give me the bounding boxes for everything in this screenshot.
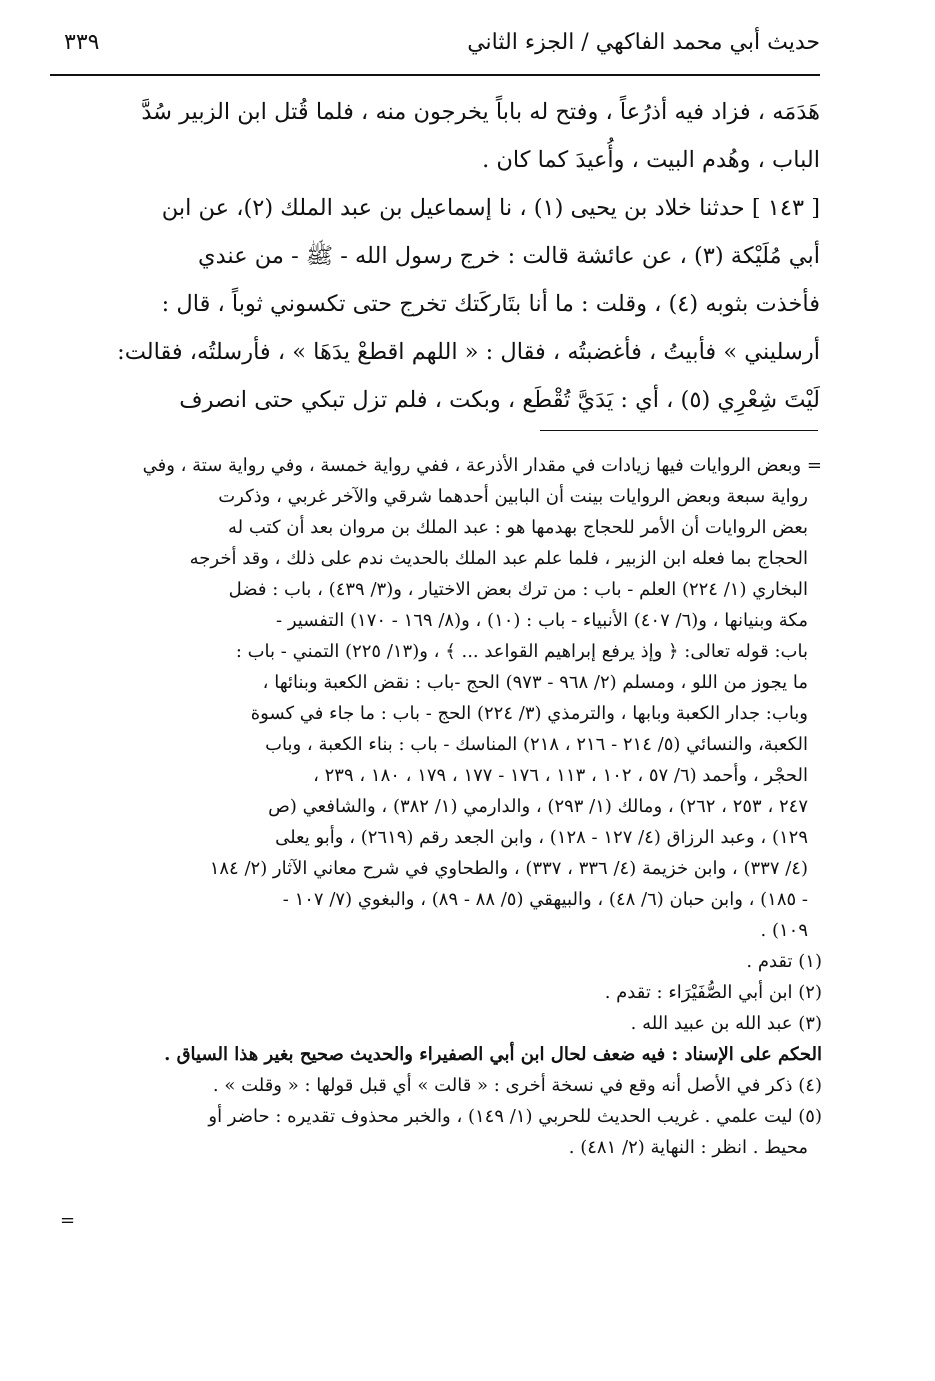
footnote-line: ١٢٩) ، وعبد الرزاق (٤/ ١٢٧ - ١٢٨) ، وابن الجعد رقم (٢٦١٩) ، وأبو يعلى xyxy=(275,827,808,848)
footnote-line: ١٠٩) . xyxy=(760,920,808,941)
body-line: أرسليني » فأبيتُ ، فأغضبتُه ، فقال : « اللهم اقطعْ يدَهَا » ، فأرسلتُه، فقالت: xyxy=(117,339,820,365)
footnote-line: البخاري (١/ ٢٢٤) العلم - باب : من ترك بعض الاختيار ، و(٣/ ٤٣٩) ، باب : فضل xyxy=(228,579,808,600)
footnote-line: = وبعض الروايات فيها زيادات في مقدار الأذرعة ، ففي رواية خمسة ، وفي رواية ستة ، وفي xyxy=(142,455,822,476)
body-line: [ ١٤٣ ] حدثنا خلاد بن يحيى (١) ، نا إسماعيل بن عبد الملك (٢)، عن ابن xyxy=(161,195,820,221)
footnote-line: (٤/ ٣٣٧) ، وابن خزيمة (٤/ ٣٣٦ ، ٣٣٧) ، والطحاوي في شرح معاني الآثار (٢/ ١٨٤ xyxy=(209,858,808,879)
body-line: الباب ، وهُدم البيت ، وأُعيدَ كما كان . xyxy=(482,147,820,173)
body-line: لَيْتَ شِعْرِي (٥) ، أي : يَدَيَّ تُقْطَع ، وبكت ، فلم تزل تبكي حتى انصرف xyxy=(179,387,820,413)
main-text xyxy=(52,88,820,424)
footnote-1: (١) تقدم . xyxy=(746,951,822,972)
continuation-mark: = xyxy=(60,1210,76,1231)
isnad-ruling: الحكم على الإسناد : فيه ضعف لحال ابن أبي الصفيراء والحديث صحيح بغير هذا السياق . xyxy=(164,1044,822,1065)
running-header-title: حديث أبي محمد الفاكهي / الجزء الثاني xyxy=(467,30,820,55)
footnote-2: (٢) ابن أبي الصُّفَيْرَاء : تقدم . xyxy=(604,982,822,1003)
body-line: أبي مُلَيْكة (٣) ، عن عائشة قالت : خرج رسول الله - ﷺ - من عندي xyxy=(198,243,820,269)
footnote-line: الحجاج بما فعله ابن الزبير ، فلما علم عبد الملك بالحديث ندم على ذلك ، وقد أخرجه xyxy=(189,548,808,569)
page-number: ٣٣٩ xyxy=(64,30,100,55)
body-line: هَدَمَه ، فزاد فيه أذرُعاً ، وفتح له باباً يخرجون منه ، فلما قُتل ابن الزبير سُدَّ xyxy=(141,99,820,125)
footnote-line: مكة وبنيانها ، و(٦/ ٤٠٧) الأنبياء - باب : (١٠) ، و(٨/ ١٦٩ - ١٧٠) التفسير - xyxy=(276,610,808,631)
footnote-line: - ١٨٥) ، وابن حبان (٦/ ٤٨) ، والبيهقي (٥/ ٨٨ - ٨٩) ، والبغوي (٧/ ١٠٧ - xyxy=(282,889,808,910)
footnote-line: محيط . انظر : النهاية (٢/ ٤٨١) . xyxy=(568,1137,808,1158)
footnote-line: الكعبة، والنسائي (٥/ ٢١٤ - ٢١٦ ، ٢١٨) المناسك - باب : بناء الكعبة ، وباب xyxy=(265,734,808,755)
footnote-line: الحجْر ، وأحمد (٦/ ٥٧ ، ١٠٢ ، ١١٣ ، ١٧٦ - ١٧٧ ، ١٧٩ ، ١٨٠ ، ٢٣٩ ، xyxy=(313,765,808,786)
footnote-line: رواية سبعة وبعض الروايات بينت أن البابين أحدهما شرقي والآخر غربي ، وذكرت xyxy=(218,486,808,507)
footnote-line: ٢٤٧ ، ٢٥٣ ، ٢٦٢) ، ومالك (١/ ٢٩٣) ، والدارمي (١/ ٣٨٢) ، والشافعي (ص xyxy=(268,796,808,817)
footnote-line: باب: قوله تعالى: ﴿ وإذ يرفع إبراهيم القواعد ... ﴾ ، و(١٣/ ٢٢٥) التمني - باب : xyxy=(235,641,808,662)
header-rule xyxy=(50,74,820,76)
footnote-3: (٣) عبد الله بن عبيد الله . xyxy=(630,1013,822,1034)
footnotes xyxy=(44,450,822,1163)
body-line: فأخذت بثوبه (٤) ، وقلت : ما أنا بتَاركَتك تخرج حتى تكسوني ثوباً ، قال : xyxy=(161,291,820,317)
footnote-line: وباب: جدار الكعبة وبابها ، والترمذي (٣/ ٢٢٤) الحج - باب : ما جاء في كسوة xyxy=(250,703,808,724)
footnote-line: ما يجوز من اللو ، ومسلم (٢/ ٩٦٨ - ٩٧٣) الحج -باب : نقض الكعبة وبنائها ، xyxy=(262,672,808,693)
footnote-separator xyxy=(540,430,818,431)
footnote-4: (٤) ذكر في الأصل أنه وقع في نسخة أخرى : « قالت » أي قبل قولها : « وقلت » . xyxy=(212,1075,822,1096)
footnote-5: (٥) ليت علمي . غريب الحديث للحربي (١/ ١٤٩) ، والخبر محذوف تقديره : حاضر أو xyxy=(208,1106,822,1127)
footnote-line: بعض الروايات أن الأمر للحجاج بهدمها هو : عبد الملك بن مروان بعد أن كتب له xyxy=(227,517,808,538)
